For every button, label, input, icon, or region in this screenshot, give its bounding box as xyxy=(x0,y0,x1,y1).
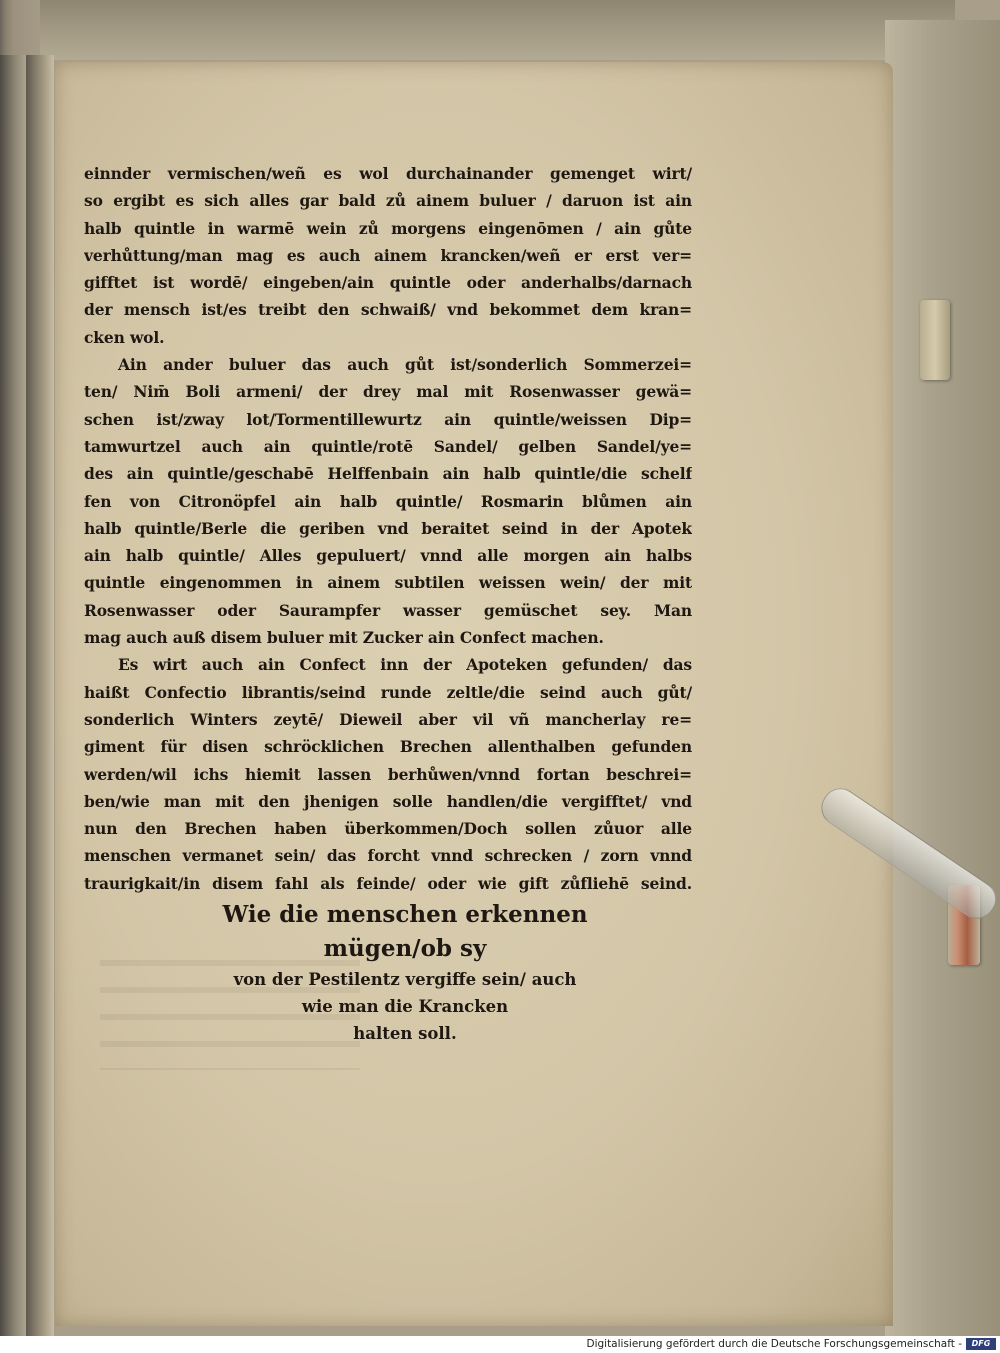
text-line: ten/ Nim̄ Boli armeni/ der drey mal mit Rosenwasser gewä= xyxy=(84,382,692,402)
text-line: mag auch auß disem buluer mit Zucker ain Confect machen. xyxy=(84,628,604,648)
text-line: nun den Brechen haben überkommen/Doch sollen zůuor alle xyxy=(84,819,692,839)
text-line: halb quintle in warmē wein zů morgens eingenōmen / ain gůte xyxy=(84,218,692,238)
text-line: traurigkait/in disem fahl als feinde/ oder wie gift zůfliehē seind. xyxy=(84,873,692,893)
text-line: menschen vermanet sein/ das forcht vnnd schrecken / zorn vnnd xyxy=(84,846,692,866)
text-line: einnder vermischen/weñ es wol durchainander gemenget wirt/ xyxy=(84,164,692,183)
text-line: gifftet ist wordē/ eingeben/ain quintle oder anderhalbs/darnach xyxy=(84,273,692,293)
text-line: der mensch ist/es treibt den schwaiß/ vnd bekommet dem kran= xyxy=(84,300,692,320)
text-line: cken wol. xyxy=(84,327,165,347)
text-line: Es wirt auch ain Confect inn der Apoteken gefunden/ das xyxy=(118,655,692,675)
heading-line: Wie die menschen erkennen mügen/ob sy xyxy=(222,901,588,962)
footer-credit: Digitalisierung gefördert durch die Deutsche Forschungsgemeinschaft - xyxy=(586,1338,962,1350)
text-line: verhůttung/man mag es auch ainem krancken/weñ er erst ver= xyxy=(84,245,692,265)
heading-line: halten soll. xyxy=(353,1024,457,1043)
text-line: sonderlich Winters zeytē/ Dieweil aber vil vñ mancherlay re= xyxy=(84,709,692,729)
text-line: schen ist/zway lot/Tormentillewurtz ain quintle/weissen Dip= xyxy=(84,409,692,429)
text-line: fen von Citronöpfel ain halb quintle/ Rosmarin blůmen ain xyxy=(84,491,692,511)
heading-line: wie man die Krancken xyxy=(301,997,509,1016)
text-line: werden/wil ichs hiemit lassen berhůwen/vnnd fortan beschrei= xyxy=(84,764,692,784)
section-heading xyxy=(160,898,650,1047)
text-line: ain halb quintle/ Alles gepuluert/ vnnd alle morgen ain halbs xyxy=(84,546,692,566)
binding-tab-upper xyxy=(920,300,950,380)
text-line: quintle eingenommen in ainem subtilen weissen wein/ der mit xyxy=(84,573,692,593)
text-line: halb quintle/Berle die geriben vnd beraitet seind in der Apotek xyxy=(84,518,692,538)
book-cover-right xyxy=(885,20,1000,1336)
heading-line: von der Pestilentz vergiffe sein/ auch xyxy=(233,970,577,989)
text-line: haißt Confectio librantis/seind runde zeltle/die seind auch gůt/ xyxy=(84,682,692,702)
text-line: ben/wie man mit den jhenigen solle handlen/die vergifftet/ vnd xyxy=(84,791,692,811)
body-text xyxy=(84,160,692,897)
text-line: Ain ander buluer das auch gůt ist/sonderlich Sommerzei= xyxy=(118,355,692,375)
text-line: des ain quintle/geschabē Helffenbain ain halb quintle/die schelf xyxy=(84,464,692,484)
dfg-logo-icon: DFG xyxy=(966,1338,996,1350)
book-spine xyxy=(26,55,54,1345)
book-cover-top xyxy=(40,0,955,60)
text-line: so ergibt es sich alles gar bald zů ainem buluer / daruon ist ain xyxy=(84,191,692,211)
text-line: tamwurtzel auch ain quintle/rotē Sandel/ gelben Sandel/ye= xyxy=(84,436,692,456)
text-line: giment für disen schröcklichen Brechen allenthalben gefunden xyxy=(84,737,692,757)
text-line: Rosenwasser oder Saurampfer wasser gemüschet sey. Man xyxy=(84,600,692,620)
left-page-edge xyxy=(0,55,28,1345)
